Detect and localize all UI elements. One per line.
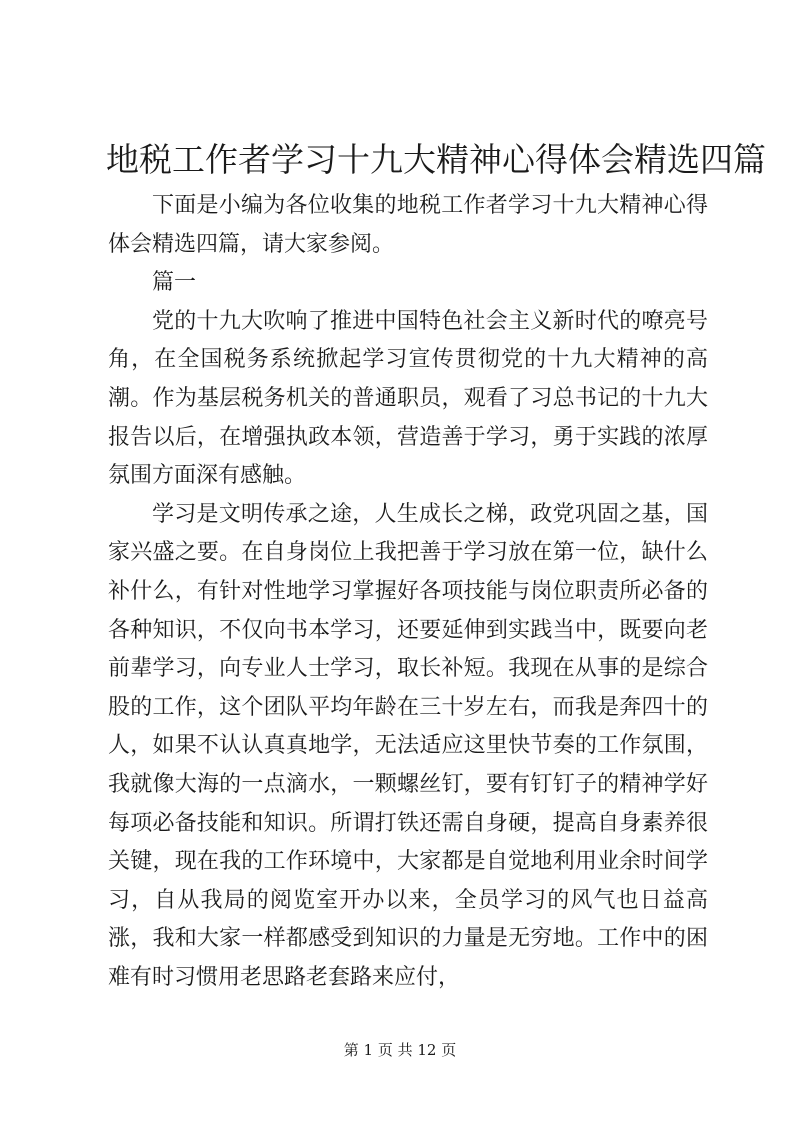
document-body	[108, 187, 708, 997]
intro-paragraph: 下面是小编为各位收集的地税工作者学习十九大精神心得体会精选四篇，请大家参阅。	[108, 193, 708, 257]
document-title: 地税工作者学习十九大精神心得体会精选四篇	[106, 140, 766, 179]
body-paragraph: 党的十九大吹响了推进中国特色社会主义新时代的嘹亮号角，在全国税务系统掀起学习宣传贯彻党的十九大精神的高潮。作为基层税务机关的普通职员，观看了习总书记的十九大报告以后，在增强执政本领，营造善于学习，勇于实践的浓厚氛围方面深有感触。	[108, 308, 708, 489]
page-number-footer: 第 1 页 共 12 页	[343, 1041, 457, 1059]
section-heading: 篇一	[152, 270, 197, 296]
body-paragraph: 学习是文明传承之途，人生成长之梯，政党巩固之基，国家兴盛之要。在自身岗位上我把善于学习放在第一位，缺什么补什么，有针对性地学习掌握好各项技能与岗位职责所必备的各种知识，不仅向书本学习，还要延伸到实践当中，既要向老前辈学习，向专业人士学习，取长补短。我现在从事的是综合股的工作，这个团队平均年龄在三十岁左右，而我是奔四十的人，如果不认认真真地学，无法适应这里快节奏的工作氛围，我就像大海的一点滴水，一颗螺丝钉，要有钉钉子的精神学好每项必备技能和知识。所谓打铁还需自身硬，提高自身素养很关键，现在我的工作环境中，大家都是自觉地利用业余时间学习，自从我局的阅览室开办以来，全员学习的风气也日益高涨，我和大家一样都感受到知识的力量是无穷地。工作中的困难有时习惯用老思路老套路来应付，	[108, 501, 708, 990]
